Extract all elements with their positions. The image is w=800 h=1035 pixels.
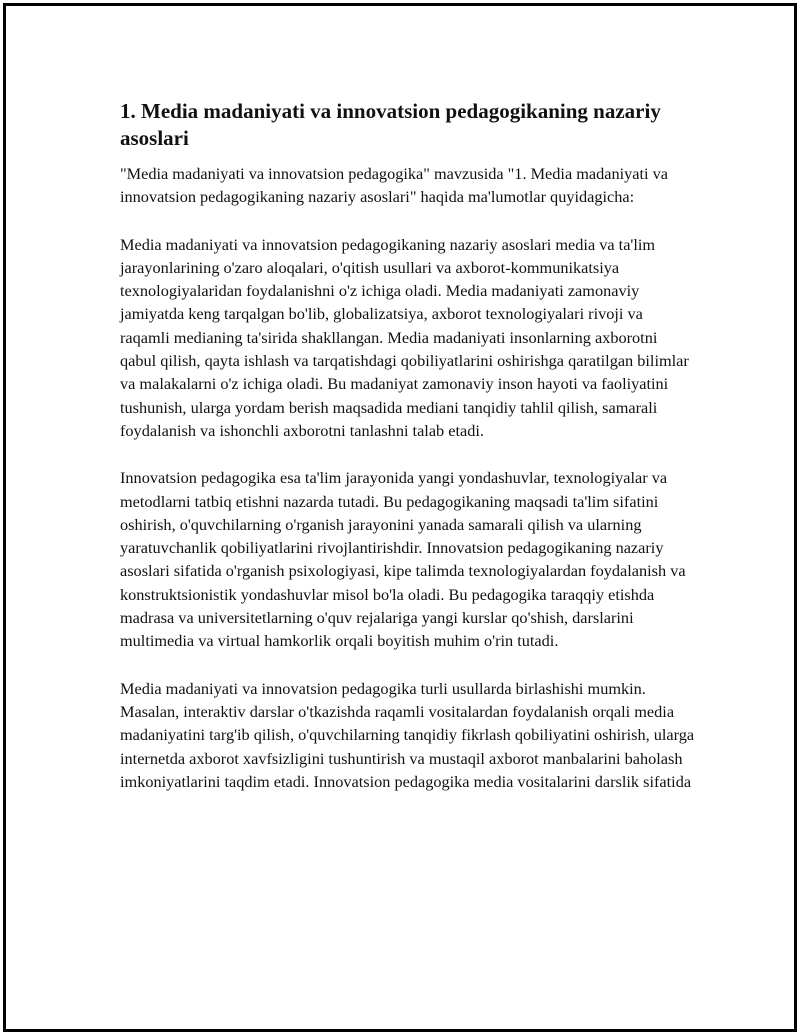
media-culture-paragraph: Media madaniyati va innovatsion pedagogikaning nazariy asoslari media va ta'lim jarayonlarining o'zaro aloqalari, o'qitish usullari va axborot-kommunikatsiya texnologiyalaridan foydalanishni o'z ichiga oladi. Media madaniyati zamonaviy jamiyatda keng tarqalgan bo'lib, globalizatsiya, axborot texnologiyalari rivoji va raqamli medianing ta'sirida shakllangan. Media madaniyati insonlarning axborotni qabul qilish, qayta ishlash va tarqatishdagi qobiliyatlarini oshirishga qaratilgan bilimlar va malakalarni o'z ichiga oladi. Bu madaniyat zamonaviy inson hayoti va faoliyatini tushunish, ularga yordam berish maqsadida mediani tanqidiy tahlil qilish, samarali foydalanish va ishonchli axborotni tanlashni talab etadi. [120,234,689,440]
innovative-pedagogy-paragraph: Innovatsion pedagogika esa ta'lim jarayonida yangi yondashuvlar, texnologiyalar va metodlarni tatbiq etishni nazarda tutadi. Bu pedagogikaning maqsadi ta'lim sifatini oshirish, o'quvchilarning o'rganish jarayonini yanada samarali qilish va ularning yaratuvchanlik qobiliyatlarini rivojlantirishdir. Innovatsion pedagogikaning nazariy asoslari sifatida o'rganish psixologiyasi, kipe talimda texnologiyalardan foydalanish va konstruktsionistik yondashuvlar misol bo'la oladi. Bu pedagogika taraqqiy etishda madrasa va universitetlarning o'quv rejalariga yangi kurslar qo'shish, darslarini multimedia va virtual hamkorlik orqali boyitish muhim o'rin tutadi. [120,468,686,651]
integration-paragraph: Media madaniyati va innovatsion pedagogika turli usullarda birlashishi mumkin. Masalan, interaktiv darslar o'tkazishda raqamli vositalardan foydalanish orqali media madaniyatini targ'ib qilish, o'quvchilarning tanqidiy fikrlash qobiliyatini oshirish, ularga internetda axborot xavfsizligini tushuntirish va mustaqil axborot manbalarini baholash imkoniyatlarini taqdim etadi. Innovatsion pedagogika media vositalarini darslik sifatida [120,678,695,791]
document-title: 1. Media madaniyati va innovatsion pedagogikaning nazariy asoslari [120,99,661,150]
document-body [120,98,695,817]
document-page [3,3,797,1032]
intro-paragraph: "Media madaniyati va innovatsion pedagogika" mavzusida "1. Media madaniyati va innovatsion pedagogikaning nazariy asoslari" haqida ma'lumotlar quyidagicha: [120,164,669,207]
